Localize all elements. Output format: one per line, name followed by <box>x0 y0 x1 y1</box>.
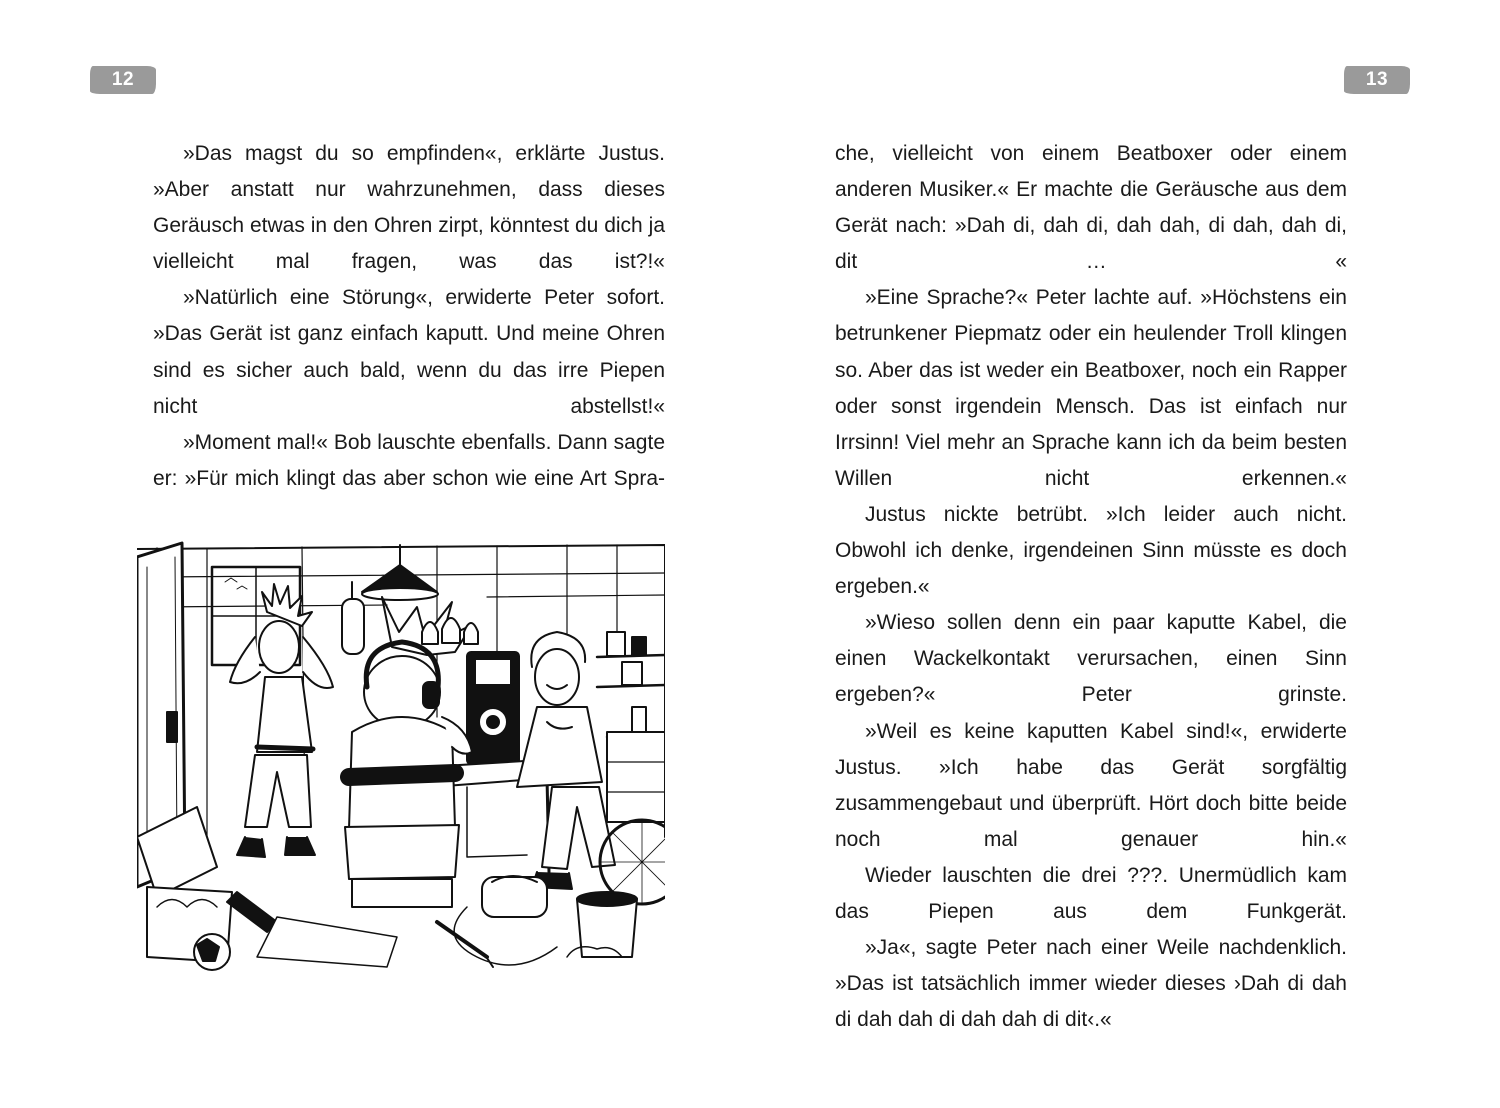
paragraph: »Natürlich eine Störung«, erwiderte Peter sofort. »Das Gerät ist ganz einfach kaputt. Und meine Ohren sind es sicher auch bald, wenn du das irre Piepen nicht abstellst!« <box>153 286 665 418</box>
paragraph: »Ja«, sagte Peter nach einer Weile nachdenklich. »Das ist tatsächlich immer wieder dieses ›Dah di dah di dah dah di dah dah di dit‹.« <box>835 936 1347 1032</box>
page-number-left: 12 <box>90 66 156 94</box>
paragraph: »Eine Sprache?« Peter lachte auf. »Höchstens ein betrunkener Piepmatz oder ein heulender Troll klingen so. Aber das ist weder ein Beatboxer, noch ein Rapper oder sonst irgendein Mensch. Das ist einfach nur Irrsinn! Viel mehr an Sprache kann ich da beim besten Willen nicht erkennen.« <box>835 286 1347 490</box>
page-number-right: 13 <box>1344 66 1410 94</box>
paragraph: Wieder lauschten die drei ???. Unermüdlich kam das Piepen aus dem Funkgerät. <box>835 863 1347 923</box>
paragraph: »Das magst du so empfinden«, erklärte Justus. »Aber anstatt nur wahrzunehmen, dass dieses Geräusch etwas in den Ohren zirpt, könntest du dich ja vielleicht mal fragen, was das ist?!« <box>153 142 665 274</box>
paragraph: »Weil es keine kaputten Kabel sind!«, erwiderte Justus. »Ich habe das Gerät sorgfältig zusammengebaut und überprüft. Hört doch bitte beide noch mal genauer hin.« <box>835 719 1347 851</box>
right-page-text <box>835 136 1347 1038</box>
paragraph: che, vielleicht von einem Beatboxer oder einem anderen Musiker.« Er machte die Geräusche aus dem Gerät nach: »Dah di, dah di, dah dah, di dah, dah di, dit … « <box>835 142 1347 274</box>
paragraph: »Moment mal!« Bob lauschte ebenfalls. Dann sagte er: »Für mich klingt das aber schon wie eine Art Spra- <box>153 430 665 490</box>
paragraph: »Wieso sollen denn ein paar kaputte Kabel, die einen Wackelkontakt verursachen, einen Sinn ergeben?« Peter grinste. <box>835 611 1347 707</box>
workshop-illustration <box>137 537 665 981</box>
right-page <box>750 0 1500 1108</box>
left-page-text <box>153 136 665 497</box>
paragraph: Justus nickte betrübt. »Ich leider auch nicht. Obwohl ich denke, irgendeinen Sinn müsste es doch ergeben.« <box>835 502 1347 599</box>
